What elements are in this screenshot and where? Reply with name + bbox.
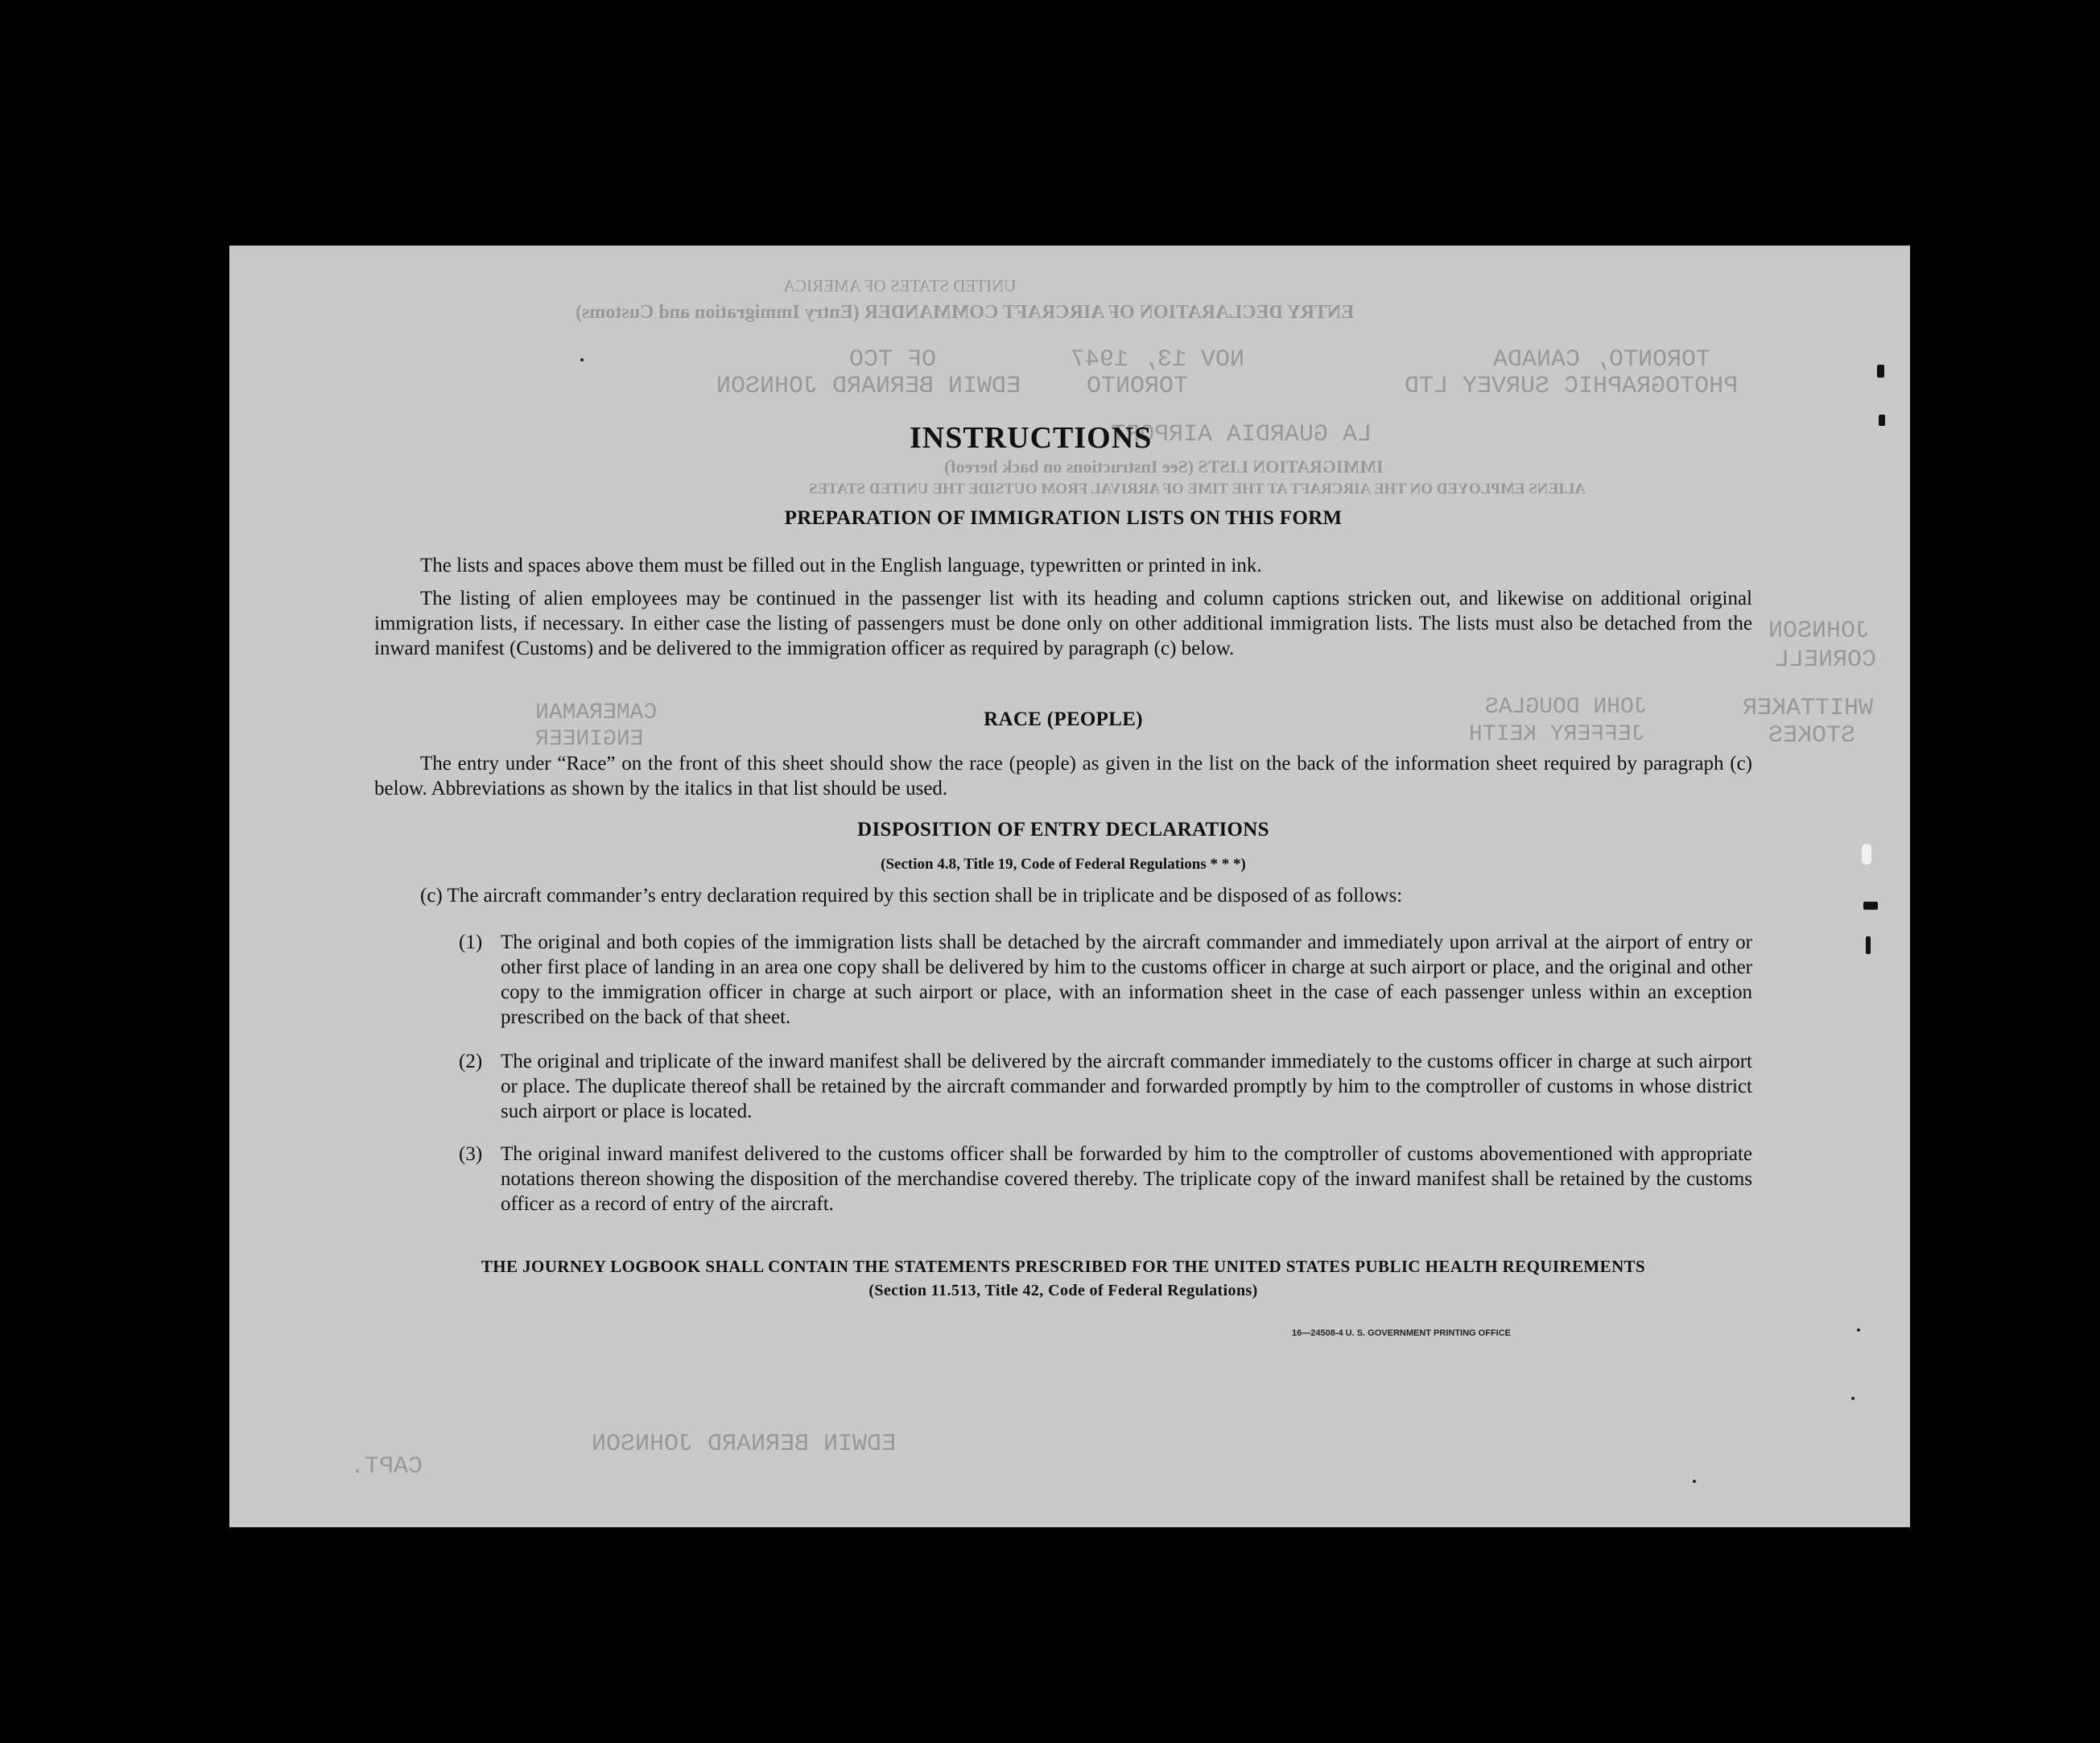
edge-mark [1877,365,1884,378]
race-paragraph: The entry under “Race” on the front of this sheet should show the race (people) as given in the list on the back of the information sheet required by paragraph (c) below. Abbreviations as shown by the italics in that list should be used. [374,753,1752,799]
disposition-item-3 [459,1142,1752,1216]
disposition-intro: (c) The aircraft commander’s entry declaration required by this section shall be in triplicate and be disposed of as follows: [420,885,1403,907]
disposition-item-2 [459,1049,1752,1124]
reverse-date: NOV 13, 1947 [1071,346,1245,374]
race-heading: RACE (PEOPLE) [984,708,1143,730]
logbook-reference: (Section 11.513, Title 42, Code of Federal Regulations) [868,1282,1258,1299]
disposition-heading: DISPOSITION OF ENTRY DECLARATIONS [857,819,1269,841]
item-number: (3) [459,1143,483,1165]
edge-mark [580,358,584,361]
preparation-heading: PREPARATION OF IMMIGRATION LISTS ON THIS FORM [784,507,1343,529]
item-text: The original and both copies of the immigration lists shall be detached by the aircraft commander and immediately upon arrival at the airport of entry or other first place of landing in an area one copy shall be delivered by him to the customs officer in charge at such airport or place, and the original and other copy to the immigration officer in charge at such airport or place, with an information sheet in the case of each passenger unless within an exception prescribed on the back of that sheet. [501,931,1752,1028]
document-page [229,246,1910,1527]
reverse-header-line2: ENTRY DECLARATION OF AIRCRAFT COMMANDER (Entry Immigration and Customs) [576,302,1355,323]
reverse-given-2: JEFFERY KEITH [1469,722,1645,747]
printing-office-imprint: 16—24508-4 U. S. GOVERNMENT PRINTING OFFICE [1292,1328,1512,1338]
reverse-role-1: CAMERAMAN [535,700,658,725]
page-title: INSTRUCTIONS [910,421,1153,455]
reverse-lists-header: IMMIGRATION LISTS (See Instructions on back hereof) [944,456,1384,477]
logbook-statement: THE JOURNEY LOGBOOK SHALL CONTAIN THE STATEMENTS PRESCRIBED FOR THE UNITED STATES PUBLIC HEALTH REQUIREMENTS [481,1257,1646,1276]
edge-mark [1866,936,1871,954]
reverse-airport: LA GUARDIA AIRPORT [1111,421,1372,448]
reverse-rank: CAPT. [350,1453,423,1481]
reverse-signature: EDWIN BERNARD JOHNSON [592,1431,897,1458]
reverse-airport-code: OF TCO [849,346,937,374]
reverse-role-2: ENGINEER [535,727,644,752]
edge-mark [1693,1480,1696,1483]
preparation-paragraph-1: The lists and spaces above them must be filled out in the English language, typewritten or printed in ink. [420,555,1262,576]
reverse-header-line1: UNITED STATES OF AMERICA [783,276,1017,295]
edge-mark [1863,902,1878,910]
disposition-reference: (Section 4.8, Title 19, Code of Federal Regulations * * *) [881,856,1246,873]
item-text: The original inward manifest delivered to the customs officer shall be forwarded by him to the comptroller of customs abovementioned with appropriate notations thereon showing the disposition of the merchandise covered thereby. The triplicate copy of the inward manifest shall be retained by the customs officer as a record of entry of the aircraft. [501,1143,1752,1215]
reverse-crew-1: JOHNSON [1768,617,1871,645]
edge-mark [1851,1397,1855,1400]
reverse-crew-4: STOKES [1768,722,1856,750]
item-text: The original and triplicate of the inward manifest shall be delivered by the aircraft commander immediately to the customs officer in charge at such airport or place. The duplicate thereof shall be retained by the aircraft commander and forwarded promptly by him to the comptroller of customs in whose district such airport or place is located. [501,1051,1752,1122]
edge-mark [1879,415,1885,426]
item-number: (2) [459,1051,483,1072]
reverse-company: PHOTOGRAPHIC SURVEY LTD [1405,373,1739,400]
disposition-item-1 [459,930,1752,1030]
preparation-paragraph-2: The listing of alien employees may be continued in the passenger list with its heading and column captions stricken out, and likewise on additional original immigration lists, if necessary. In either case the listing of passengers must be done only on other additional immigration lists. The lists must also be detached from the inward manifest (Customs) and be delivered to the immigration officer as required by paragraph (c) below. [374,588,1752,659]
reverse-crew-3: WHITTAKER [1743,695,1874,722]
reverse-crew-2: CORNELL [1775,646,1877,674]
reverse-city: TORONTO [1087,373,1189,400]
reverse-commander: EDWIN BERNARD JOHNSON [716,373,1021,400]
item-number: (1) [459,931,483,953]
edge-mark [1857,1328,1860,1332]
reverse-given-1: JOHN DOUGLAS [1485,695,1648,720]
reverse-aliens-header: ALIENS EMPLOYED ON THE AIRCRAFT AT THE TIME OF ARRIVAL FROM OUTSIDE THE UNITED STATES [809,481,1586,498]
reverse-place: TORONTO, CANADA [1493,346,1711,374]
edge-mark [1862,844,1871,865]
